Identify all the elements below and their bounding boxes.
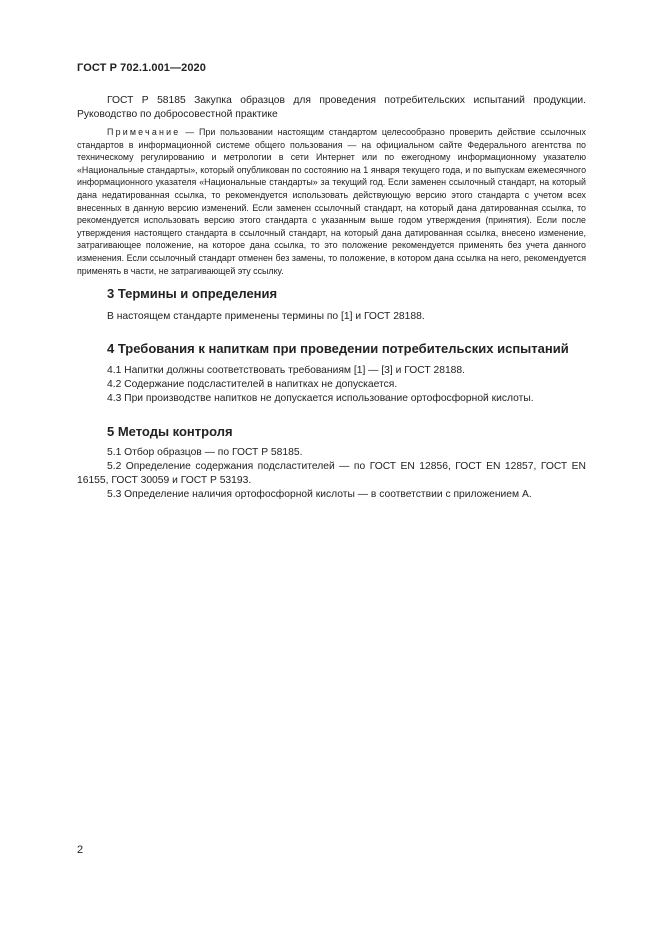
reference-entry: ГОСТ Р 58185 Закупка образцов для проведения потребительских испытаний продукции. Руководство по добросовестной практике	[77, 95, 586, 120]
section-5-title: 5 Методы контроля	[107, 424, 233, 439]
section-4-title: 4 Требования к напиткам при проведении потребительских испытаний	[107, 341, 569, 356]
list-item: 5.2 Определение содержания подсластителей — по ГОСТ EN 12856, ГОСТ EN 12857, ГОСТ EN 16155, ГОСТ 30059 и ГОСТ Р 53193.	[77, 461, 586, 486]
section-3-title: 3 Термины и определения	[107, 286, 278, 301]
page-number: 2	[77, 844, 84, 856]
list-item: 4.2 Содержание подсластителей в напитках не допускается.	[107, 379, 398, 390]
list-item: 5.1 Отбор образцов — по ГОСТ Р 58185.	[107, 447, 303, 458]
note-paragraph	[77, 126, 586, 277]
note-text: — При пользовании настоящим стандартом целесообразно проверить действие ссылочных стандартов в информационной системе общего пользования — на официальном сайте Федерального агентства по техническому регулированию и метрологии в сети Интернет или по ежегодному информационному указателю «Национальные стандарты», который опубликован по состоянию на 1 января текущего года, и по выпускам ежемесячного информационного указателя «Национальные стандарты» за текущий год. Если заменен ссылочный стандарт, на который дана недатированная ссылка, то рекомендуется использовать действующую версию этого стандарта с учетом всех внесенных в данную версию изменений. Если заменен ссылочный стандарт, на который дана датированная ссылка, то рекомендуется использовать версию этого стандарта с указанным выше годом утверждения (принятия). Если после утверждения настоящего стандарта в ссылочный стандарт, на который дана датированная ссылка, внесено изменение, затрагивающее положение, на которое дана ссылка, то это положение рекомендуется применять без учета данного изменения. Если ссылочный стандарт отменен без замены, то положение, в котором дана ссылка на него, рекомендуется применять в части, не затрагивающей эту ссылку.	[77, 127, 586, 276]
section-5-list	[77, 446, 586, 502]
list-item: 5.3 Определение наличия ортофосфорной кислоты — в соответствии с приложением А.	[107, 489, 532, 500]
list-item: 4.1 Напитки должны соответствовать требованиям [1] — [3] и ГОСТ 28188.	[107, 365, 465, 376]
section-3-text: В настоящем стандарте применены термины по [1] и ГОСТ 28188.	[107, 311, 425, 322]
list-item: 4.3 При производстве напитков не допускается использование ортофосфорной кислоты.	[107, 393, 534, 404]
document-header: ГОСТ Р 702.1.001—2020	[77, 62, 206, 74]
section-4-list	[77, 364, 586, 406]
note-label: Примечание	[107, 127, 181, 137]
